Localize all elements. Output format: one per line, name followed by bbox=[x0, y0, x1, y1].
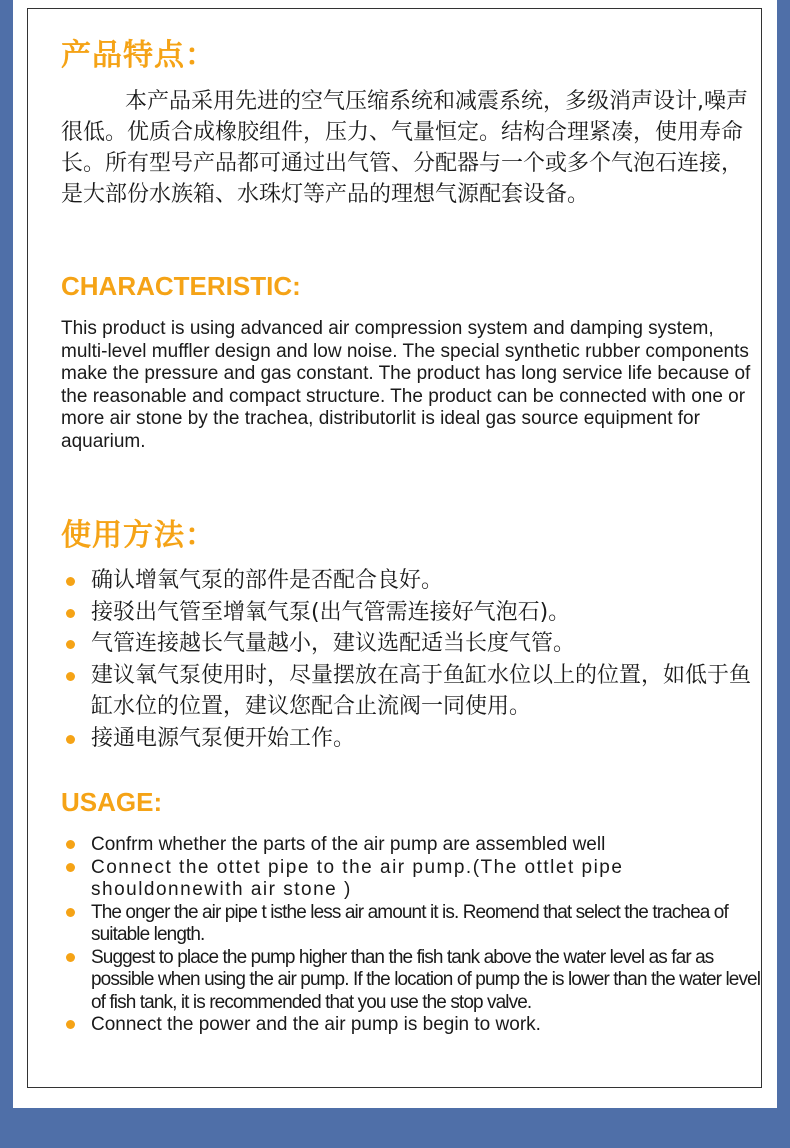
features-cn-body: 本产品采用先进的空气压缩系统和减震系统，多级消声设计,噪声很低。优质合成橡胶组件，压力、气量恒定。结构合理紧凑，使用寿命长。所有型号产品都可通过出气管、分配器与一个或多个气泡石连接，是大部份水族箱、水珠灯等产品的理想气源配套设备。 bbox=[61, 89, 748, 207]
bullet-icon bbox=[66, 609, 75, 618]
list-item bbox=[61, 660, 761, 723]
list-item-text: 接通电源气泵便开始工作。 bbox=[91, 725, 356, 751]
list-item-text: 确认增氧气泵的部件是否配合良好。 bbox=[91, 568, 444, 593]
bullet-icon bbox=[66, 735, 75, 744]
list-item bbox=[61, 565, 761, 597]
list-item-text: The onger the air pipe t isthe less air amount it is. Reomend that select the trachea of suitable length. bbox=[91, 901, 728, 945]
features-en-title: CHARACTERISTIC: bbox=[61, 271, 301, 301]
usage-en-list bbox=[61, 834, 761, 1037]
list-item-text: 建议氧气泵使用时，尽量摆放在高于鱼缸水位以上的位置，如低于鱼缸水位的位置，建议您配合止流阀一同使用。 bbox=[91, 662, 752, 719]
list-item bbox=[61, 1014, 761, 1037]
list-item bbox=[61, 857, 761, 902]
bullet-icon bbox=[66, 640, 75, 649]
list-item-text: 接驳出气管至增氧气泵(出气管需连接好气泡石)。 bbox=[91, 599, 571, 625]
bullet-icon bbox=[66, 953, 75, 962]
usage-cn-title: 使用方法： bbox=[61, 518, 216, 553]
bullet-icon bbox=[66, 908, 75, 917]
list-item bbox=[61, 834, 761, 857]
features-en-body: This product is using advanced air compression system and damping system, multi-level muffler design and low noise. The special synthetic rubber components make the pressure and gas constant. The product has long service life because of the reasonable and compact structure. The product can be connected with one or more air stone by the trachea, distributorlit is ideal gas source equipment for aquarium. bbox=[61, 318, 751, 452]
usage-cn-list bbox=[61, 565, 761, 754]
list-item bbox=[61, 723, 761, 755]
features-cn-title: 产品特点： bbox=[61, 38, 216, 73]
bullet-icon bbox=[66, 672, 75, 681]
usage-en-title: USAGE: bbox=[61, 787, 163, 817]
list-item-text: Connect the power and the air pump is begin to work. bbox=[91, 1014, 541, 1035]
list-item bbox=[61, 947, 761, 1015]
list-item bbox=[61, 902, 761, 947]
bullet-icon bbox=[66, 840, 75, 849]
list-item-text: Confrm whether the parts of the air pump are assembled well bbox=[91, 834, 606, 855]
list-item-text: Connect the ottet pipe to the air pump.(The ottlet pipe shouldonnewith air stone ) bbox=[91, 856, 624, 900]
bullet-icon bbox=[66, 1020, 75, 1029]
list-item bbox=[61, 628, 761, 660]
bullet-icon bbox=[66, 577, 75, 586]
list-item bbox=[61, 597, 761, 629]
list-item-text: 气管连接越长气量越小，建议选配适当长度气管。 bbox=[91, 631, 576, 656]
list-item-text: Suggest to place the pump higher than the fish tank above the water level as far as possible when using the air pump. If the location of pump the is lower than the water level of fish tank, it is recommended that you use the stop valve. bbox=[91, 946, 761, 1013]
bullet-icon bbox=[66, 863, 75, 872]
